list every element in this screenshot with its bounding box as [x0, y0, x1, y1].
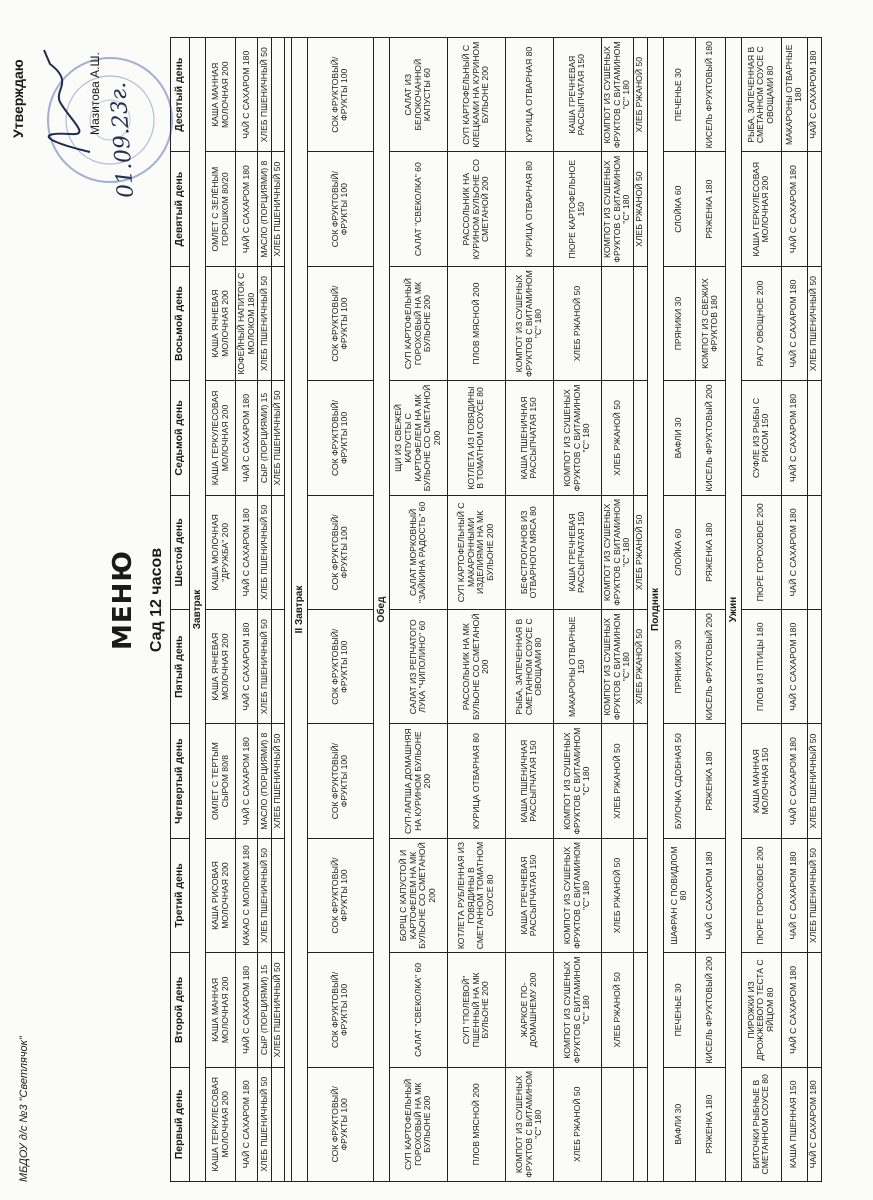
menu-cell [807, 152, 821, 266]
menu-cell [807, 953, 821, 1067]
menu-cell: КОМПОТ ИЗ СУШЕНЫХ ФРУКТОВ С ВИТАМИНОМ "С" 180 [553, 838, 601, 952]
meal-title-lunch: Обед [373, 38, 389, 1182]
menu-cell: ЧАЙ С САХАРОМ 180 [781, 266, 807, 380]
menu-cell: ХЛЕБ РЖАНОЙ 50 [601, 724, 633, 838]
spacer-cell [284, 38, 291, 1182]
menu-cell: КОМПОТ ИЗ СУШЕНЫХ ФРУКТОВ С ВИТАМИНОМ "С" 180 [601, 495, 633, 609]
menu-cell: ХЛЕБ РЖАНОЙ 50 [633, 610, 647, 724]
menu-cell: КОМПОТ ИЗ СУШЕНЫХ ФРУКТОВ С ВИТАМИНОМ "С" 180 [601, 152, 633, 266]
menu-cell: КОМПОТ ИЗ СУШЕНЫХ ФРУКТОВ С ВИТАМИНОМ "С" 180 [553, 953, 601, 1067]
day-header: Четвертый день [171, 724, 190, 838]
menu-cell: РЯЖЕНКА 180 [695, 495, 725, 609]
menu-cell: МАКАРОНЫ ОТВАРНЫЕ 150 [553, 610, 601, 724]
menu-cell: ХЛЕБ РЖАНОЙ 50 [601, 838, 633, 952]
table-row [695, 38, 725, 1182]
menu-cell: ПЕЧЕНЬЕ 30 [663, 38, 695, 152]
menu-cell: СУФЛЕ ИЗ РЫБЫ С РИСОМ 150 [741, 381, 781, 495]
menu-cell: САЛАТ МОРКОВНЫЙ "ЗАЙКИНА РАДОСТЬ" 60 [389, 495, 447, 609]
meal-title-dinner: Ужин [725, 38, 741, 1182]
menu-cell [807, 381, 821, 495]
table-row [258, 38, 272, 1182]
menu-cell: ХЛЕБ ПШЕНИЧНЫЙ 50 [272, 724, 285, 838]
menu-cell: ОМЛЕТ С ЗЕЛЁНЫМ ГОРОШКОМ 80/20 [206, 152, 236, 266]
menu-cell: ХЛЕБ РЖАНОЙ 50 [553, 1067, 601, 1181]
menu-cell: КОМПОТ ИЗ СУШЕНЫХ ФРУКТОВ С ВИТАМИНОМ "С" 180 [601, 610, 633, 724]
meal-title-breakfast: Завтрак [190, 38, 206, 1182]
menu-cell: КАША ПШЕНИЧНАЯ РАССЫПЧАТАЯ 150 [505, 381, 553, 495]
menu-cell: ПИРОЖКИ ИЗ ДРОЖЖЕВОГО ТЕСТА С ЯЙЦОМ 80 [741, 953, 781, 1067]
approver-name: Мазитова А.Ш. [88, 52, 102, 135]
table-row [206, 38, 236, 1182]
menu-cell: СОК ФРУКТОВЫЙ/ФРУКТЫ 100 [307, 38, 373, 152]
menu-body [190, 38, 822, 1182]
menu-cell: СУП КАРТОФЕЛЬНЫЙ С КЛЕЦКАМИ НА КУРИНОМ БУЛЬОНЕ 200 [447, 38, 505, 152]
menu-cell: ЧАЙ С САХАРОМ 180 [781, 724, 807, 838]
day-header: Восьмой день [171, 266, 190, 380]
menu-cell: РАССОЛЬНИК НА КУРИНОМ БУЛЬОНЕ СО СМЕТАНОЙ 200 [447, 152, 505, 266]
approve-label: Утверждаю [10, 59, 26, 138]
menu-cell [633, 1067, 647, 1181]
menu-cell: КОТЛЕТА ИЗ ГОВЯДИНЫ В ТОМАТНОМ СОУСЕ 80 [447, 381, 505, 495]
table-row [236, 38, 258, 1182]
day-header: Седьмой день [171, 381, 190, 495]
school-name: МБДОУ д/с №3 "Светлячок" [18, 1036, 30, 1182]
meal-header-row [373, 38, 389, 1182]
meal-title-breakfast2: II Завтрак [291, 38, 307, 1182]
day-header: Второй день [171, 953, 190, 1067]
menu-cell: КУРИЦА ОТВАРНАЯ 80 [505, 152, 553, 266]
menu-cell: ВАФЛИ 30 [663, 1067, 695, 1181]
menu-cell: ХЛЕБ ПШЕНИЧНЫЙ 50 [258, 1067, 272, 1181]
menu-cell: КАША ПШЕНИЧНАЯ РАССЫПЧАТАЯ 150 [505, 724, 553, 838]
menu-cell: ПРЯНИКИ 30 [663, 266, 695, 380]
day-header: Третий день [171, 838, 190, 952]
menu-cell [601, 1067, 633, 1181]
menu-cell: ПЮРЕ КАРТОФЕЛЬНОЕ 150 [553, 152, 601, 266]
menu-cell: РЫБА, ЗАПЕЧЕННАЯ В СМЕТАННОМ СОУСЕ С ОВОЩАМИ 80 [741, 38, 781, 152]
menu-cell: ХЛЕБ ПШЕНИЧНЫЙ 50 [807, 838, 821, 952]
menu-cell: ПРЯНИКИ 30 [663, 610, 695, 724]
menu-cell: КАША ГЕРКУЛЕСОВАЯ МОЛОЧНАЯ 200 [741, 152, 781, 266]
menu-cell: РЯЖЕНКА 180 [695, 1067, 725, 1181]
table-row [633, 38, 647, 1182]
menu-cell: СЫР (ПОРЦИЯМИ) 15 [258, 953, 272, 1067]
menu-cell: КИСЕЛЬ ФРУКТОВЫЙ 200 [695, 381, 725, 495]
menu-cell: ЧАЙ С САХАРОМ 180 [695, 838, 725, 952]
menu-cell: СОК ФРУКТОВЫЙ/ФРУКТЫ 100 [307, 152, 373, 266]
menu-cell [633, 381, 647, 495]
menu-cell [272, 266, 285, 380]
menu-cell: СЛОЙКА 60 [663, 152, 695, 266]
menu-cell: КОМПОТ ИЗ СУШЕНЫХ ФРУКТОВ С ВИТАМИНОМ "С" 180 [553, 381, 601, 495]
menu-cell [807, 495, 821, 609]
menu-cell: СОК ФРУКТОВЫЙ/ФРУКТЫ 100 [307, 724, 373, 838]
menu-cell: ХЛЕБ РЖАНОЙ 50 [633, 495, 647, 609]
menu-cell [272, 495, 285, 609]
menu-cell: ХЛЕБ ПШЕНИЧНЫЙ 50 [272, 152, 285, 266]
menu-cell [807, 610, 821, 724]
menu-cell: ЧАЙ С САХАРОМ 180 [236, 953, 258, 1067]
menu-cell: СОК ФРУКТОВЫЙ/ФРУКТЫ 100 [307, 381, 373, 495]
table-row [307, 38, 373, 1182]
menu-cell: СОК ФРУКТОВЫЙ/ФРУКТЫ 100 [307, 266, 373, 380]
menu-cell: КОМПОТ ИЗ СУШЕНЫХ ФРУКТОВ С ВИТАМИНОМ "С" 180 [601, 38, 633, 152]
menu-cell: ЧАЙ С САХАРОМ 180 [236, 38, 258, 152]
menu-table [170, 37, 822, 1182]
menu-cell: КАША ПШЕННАЯ 150 [781, 1067, 807, 1181]
menu-cell: КАША ГРЕЧНЕВАЯ РАССЫПЧАТАЯ 150 [553, 495, 601, 609]
menu-cell: СОК ФРУКТОВЫЙ/ФРУКТЫ 100 [307, 610, 373, 724]
day-header: Десятый день [171, 38, 190, 152]
menu-cell: КАША РИСОВАЯ МОЛОЧНАЯ 200 [206, 838, 236, 952]
menu-cell: РЫБА, ЗАПЕЧЕННАЯ В СМЕТАННОМ СОУСЕ С ОВОЩАМИ 80 [505, 610, 553, 724]
menu-cell: МАСЛО (ПОРЦИЯМИ) 8 [258, 724, 272, 838]
menu-cell: КУРИЦА ОТВАРНАЯ 80 [447, 724, 505, 838]
menu-cell: СЫР (ПОРЦИЯМИ) 15 [258, 381, 272, 495]
menu-cell: ЩИ ИЗ СВЕЖЕЙ КАПУСТЫ С КАРТОФЕЛЕМ НА МК БУЛЬОНЕ СО СМЕТАНОЙ 200 [389, 381, 447, 495]
meal-title-snack: Полдник [647, 38, 663, 1182]
menu-cell: СОК ФРУКТОВЫЙ/ФРУКТЫ 100 [307, 838, 373, 952]
menu-cell: БЕФСТРОГАНОВ ИЗ ОТВАРНОГО МЯСА 80 [505, 495, 553, 609]
menu-cell: ХЛЕБ ПШЕНИЧНЫЙ 50 [258, 38, 272, 152]
menu-cell: ПЛОВ ИЗ ПТИЦЫ 180 [741, 610, 781, 724]
menu-cell: ШАФРАН С ПОВИДЛОМ 80 [663, 838, 695, 952]
menu-cell: РАССОЛЬНИК НА МК БУЛЬОНЕ СО СМЕТАНОЙ 200 [447, 610, 505, 724]
menu-cell: ХЛЕБ РЖАНОЙ 50 [633, 38, 647, 152]
menu-cell: РЯЖЕНКА 180 [695, 724, 725, 838]
table-row [601, 38, 633, 1182]
menu-cell: ХЛЕБ ПШЕНИЧНЫЙ 50 [272, 381, 285, 495]
menu-cell: СОК ФРУКТОВЫЙ/ФРУКТЫ 100 [307, 1067, 373, 1181]
menu-cell: ЧАЙ С САХАРОМ 180 [781, 381, 807, 495]
menu-cell: БУЛОЧКА СДОБНАЯ 50 [663, 724, 695, 838]
menu-cell: КИСЕЛЬ ФРУКТОВЫЙ 180 [695, 38, 725, 152]
menu-cell: КАША ГЕРКУЛЕСОВАЯ МОЛОЧНАЯ 200 [206, 1067, 236, 1181]
menu-cell: РЯЖЕНКА 180 [695, 152, 725, 266]
menu-cell: СУП КАРТОФЕЛЬНЫЙ ГОРОХОВЫЙ НА МК БУЛЬОНЕ 200 [389, 266, 447, 380]
menu-cell [272, 38, 285, 152]
menu-cell: ХЛЕБ РЖАНОЙ 50 [601, 953, 633, 1067]
menu-cell: БОРЩ С КАПУСТОЙ И КАРТОФЕЛЕМ НА МК БУЛЬОНЕ СО СМЕТАНОЙ 200 [389, 838, 447, 952]
menu-cell: ЖАРКОЕ ПО-ДОМАШНЕМУ 200 [505, 953, 553, 1067]
menu-cell: ЧАЙ С САХАРОМ 180 [781, 152, 807, 266]
menu-cell: СОК ФРУКТОВЫЙ/ФРУКТЫ 100 [307, 953, 373, 1067]
menu-cell: ХЛЕБ ПШЕНИЧНЫЙ 50 [272, 953, 285, 1067]
menu-cell: ПЛОВ МЯСНОЙ 200 [447, 1067, 505, 1181]
day-header: Шестой день [171, 495, 190, 609]
meal-header-row [647, 38, 663, 1182]
meal-header-row [291, 38, 307, 1182]
menu-cell: ПЕЧЕНЬЕ 30 [663, 953, 695, 1067]
menu-cell: ХЛЕБ ПШЕНИЧНЫЙ 50 [258, 266, 272, 380]
menu-cell: КИСЕЛЬ ФРУКТОВЫЙ 200 [695, 953, 725, 1067]
menu-cell: КОМПОТ ИЗ СУШЕНЫХ ФРУКТОВ С ВИТАМИНОМ "С" 180 [553, 724, 601, 838]
menu-cell: КИСЕЛЬ ФРУКТОВЫЙ 200 [695, 610, 725, 724]
menu-cell [601, 266, 633, 380]
menu-cell: САЛАТ ИЗ РЕПЧАТОГО ЛУКА "ЧИПОЛИНО" 60 [389, 610, 447, 724]
menu-cell: ХЛЕБ РЖАНОЙ 50 [601, 381, 633, 495]
menu-cell: САЛАТ "СВЕКОЛКА" 60 [389, 953, 447, 1067]
menu-cell: КОТЛЕТА РУБЛЕННАЯ ИЗ ГОВЯДИНЫ В СМЕТАННОМ ТОМАТНОМ СОУСЕ 80 [447, 838, 505, 952]
menu-cell [633, 266, 647, 380]
approve-date: 01.09.23г. [105, 81, 140, 199]
menu-cell: КАША МОЛОЧНАЯ "ДРУЖБА" 200 [206, 495, 236, 609]
menu-cell: ПЮРЕ ГОРОХОВОЕ 200 [741, 838, 781, 952]
menu-cell: ЧАЙ С САХАРОМ 180 [781, 495, 807, 609]
menu-cell: САЛАТ ИЗ БЕЛОКОЧАННОЙ КАПУСТЫ 60 [389, 38, 447, 152]
menu-cell [633, 724, 647, 838]
menu-cell: ПЛОВ МЯСНОЙ 200 [447, 266, 505, 380]
menu-cell: КАКАО С МОЛОКОМ 180 [236, 838, 258, 952]
menu-cell [633, 838, 647, 952]
menu-cell: РАГУ ОВОЩНОЕ 200 [741, 266, 781, 380]
table-row [272, 38, 285, 1182]
menu-cell: ЧАЙ С САХАРОМ 180 [807, 38, 821, 152]
menu-cell: ХЛЕБ ПШЕНИЧНЫЙ 50 [807, 266, 821, 380]
menu-cell: ОМЛЕТ С ТЕРТЫМ СЫРОМ 80/8 [206, 724, 236, 838]
menu-cell: БИТОЧКИ РЫБНЫЕ В СМЕТАННОМ СОУСЕ 80 [741, 1067, 781, 1181]
day-header: Девятый день [171, 152, 190, 266]
menu-cell: КОФЕЙНЫЙ НАПИТОК С МОЛОКОМ 180 [236, 266, 258, 380]
menu-cell: ХЛЕБ РЖАНОЙ 50 [633, 152, 647, 266]
menu-cell: МАКАРОНЫ ОТВАРНЫЕ 180 [781, 38, 807, 152]
menu-cell: КАША ЯЧНЕВАЯ МОЛОЧНАЯ 200 [206, 610, 236, 724]
menu-cell: ЧАЙ С САХАРОМ 180 [781, 953, 807, 1067]
table-row [553, 38, 601, 1182]
menu-cell: ЧАЙ С САХАРОМ 180 [236, 495, 258, 609]
menu-cell [272, 838, 285, 952]
menu-cell: КАША МАННАЯ МОЛОЧНАЯ 200 [206, 38, 236, 152]
menu-cell: КУРИЦА ОТВАРНАЯ 80 [505, 38, 553, 152]
table-row [447, 38, 505, 1182]
menu-cell [633, 953, 647, 1067]
menu-cell: КАША ГРЕЧНЕВАЯ РАССЫПЧАТАЯ 150 [505, 838, 553, 952]
menu-cell [272, 1067, 285, 1181]
meal-header-row [725, 38, 741, 1182]
menu-cell: ХЛЕБ РЖАНОЙ 50 [553, 266, 601, 380]
menu-cell: ВАФЛИ 30 [663, 381, 695, 495]
menu-cell: ЧАЙ С САХАРОМ 180 [236, 1067, 258, 1181]
menu-cell: САЛАТ "СВЕКОЛКА" 60 [389, 152, 447, 266]
menu-cell: ЧАЙ С САХАРОМ 180 [236, 610, 258, 724]
menu-cell: КАША ГРЕЧНЕВАЯ РАССЫПЧАТАЯ 150 [553, 38, 601, 152]
menu-cell: ПЮРЕ ГОРОХОВОЕ 200 [741, 495, 781, 609]
menu-cell: ХЛЕБ ПШЕНИЧНЫЙ 50 [807, 724, 821, 838]
menu-cell [272, 610, 285, 724]
menu-cell: ЧАЙ С САХАРОМ 180 [236, 152, 258, 266]
table-row [505, 38, 553, 1182]
menu-cell: СОК ФРУКТОВЫЙ/ФРУКТЫ 100 [307, 495, 373, 609]
day-header-row [171, 38, 190, 1182]
menu-cell: ХЛЕБ ПШЕНИЧНЫЙ 50 [258, 838, 272, 952]
table-row [741, 38, 781, 1182]
table-row [663, 38, 695, 1182]
menu-cell: МАСЛО (ПОРЦИЯМИ) 8 [258, 152, 272, 266]
menu-cell: КОМПОТ ИЗ СУШЕНЫХ ФРУКТОВ С ВИТАМИНОМ "С" 180 [505, 266, 553, 380]
menu-cell: КАША МАННАЯ МОЛОЧНАЯ 200 [206, 953, 236, 1067]
menu-cell: КАША ЯЧНЕВАЯ МОЛОЧНАЯ 200 [206, 266, 236, 380]
page-subtitle: Сад 12 часов [148, 547, 165, 653]
table-row [807, 38, 821, 1182]
menu-cell: ЧАЙ С САХАРОМ 180 [236, 724, 258, 838]
table-row [389, 38, 447, 1182]
menu-cell: КАША ГЕРКУЛЕСОВАЯ МОЛОЧНАЯ 200 [206, 381, 236, 495]
menu-cell: ЧАЙ С САХАРОМ 180 [807, 1067, 821, 1181]
menu-cell: КАША МАННАЯ МОЛОЧНАЯ 150 [741, 724, 781, 838]
menu-cell: ЧАЙ С САХАРОМ 180 [781, 838, 807, 952]
page-title: МЕНЮ [108, 550, 138, 650]
menu-cell: ХЛЕБ ПШЕНИЧНЫЙ 50 [258, 495, 272, 609]
table-row [781, 38, 807, 1182]
menu-cell: ЧАЙ С САХАРОМ 180 [236, 381, 258, 495]
menu-cell: ХЛЕБ ПШЕНИЧНЫЙ 50 [258, 610, 272, 724]
menu-cell: СУП КАРТОФЕЛЬНЫЙ ГОРОХОВЫЙ НА МК БУЛЬОНЕ 200 [389, 1067, 447, 1181]
menu-cell: СУП-ЛАПША ДОМАШНЯЯ НА КУРИНОМ БУЛЬОНЕ 200 [389, 724, 447, 838]
menu-cell: КОМПОТ ИЗ СВЕЖИХ ФРУКТОВ 180 [695, 266, 725, 380]
menu-cell: ЧАЙ С САХАРОМ 180 [781, 610, 807, 724]
menu-cell: СУП КАРТОФЕЛЬНЫЙ С МАКАРОННЫМИ ИЗДЕЛИЯМИ НА МК БУЛЬОНЕ 200 [447, 495, 505, 609]
menu-cell: СУП "ПОЛЕВОЙ" ПШЕННЫЙ НА МК БУЛЬОНЕ 200 [447, 953, 505, 1067]
spacer-row [284, 38, 291, 1182]
menu-cell: КОМПОТ ИЗ СУШЕНЫХ ФРУКТОВ С ВИТАМИНОМ "С" 180 [505, 1067, 553, 1181]
menu-cell: СЛОЙКА 60 [663, 495, 695, 609]
meal-header-row [190, 38, 206, 1182]
day-header: Первый день [171, 1067, 190, 1181]
day-header: Пятый день [171, 610, 190, 724]
